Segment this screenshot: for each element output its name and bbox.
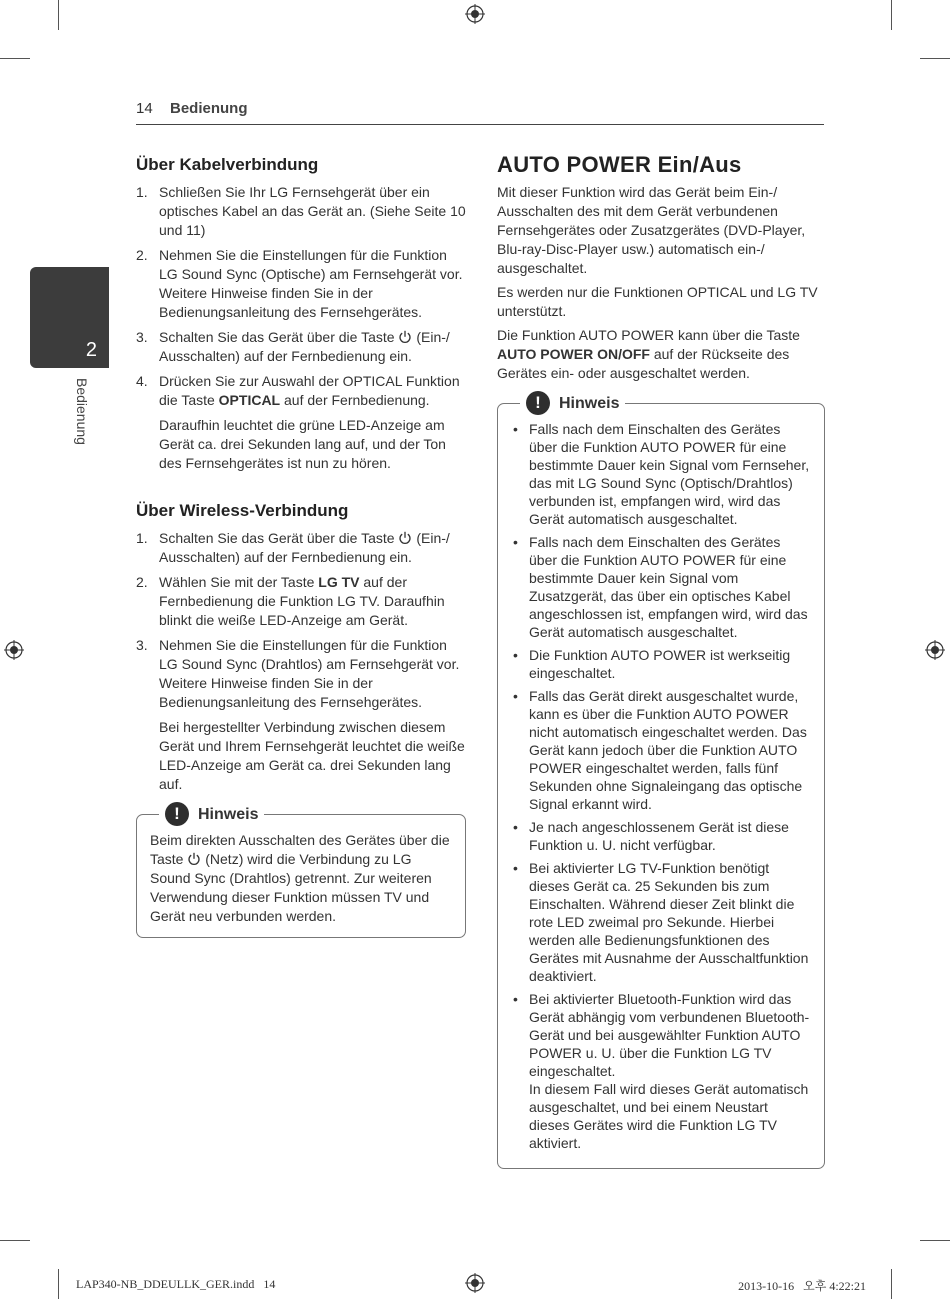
crop-mark (0, 58, 30, 59)
step-number: 2. (136, 574, 148, 590)
note-text (150, 831, 452, 926)
left-column (136, 155, 466, 938)
note-title: Hinweis (559, 394, 620, 412)
step-extra-text: Daraufhin leuchtet die grüne LED-Anzeige am Gerät ca. drei Sekunden lang auf, und der Ton des Fernsehgerätes ist nun zu hören. (159, 417, 446, 471)
list-item: • Bei aktivierter LG TV-Funktion benötigt dieses Gerät ca. 25 Sekunden bis zum Einschalten. Während dieser Zeit blinkt die rote LED zweimal pro Sekunde. Hierbei werden alle Bedienungsfunktionen des Gerätes mit Ausnahme der Ausschaltfunktion deaktiviert. (511, 859, 811, 985)
step-number: 2. (136, 247, 148, 263)
paragraph: Es werden nur die Funktionen OPTICAL und LG TV unterstützt. (497, 284, 818, 319)
list-item (511, 990, 811, 1152)
paragraph-part: auf der Rückseite des Gerätes ein- oder ausgeschaltet werden. (497, 346, 790, 381)
list-item: • Falls nach dem Einschalten des Gerätes über die Funktion AUTO POWER für eine bestimmte Dauer kein Signal vom Fernseher, das mit LG Sound Sync (Optisch/Drahtlos) verbunden ist, empfangen wird, wird das Gerät automatisch ausgeschaltet. (511, 420, 811, 528)
header-section-title: Bedienung (170, 100, 248, 117)
crop-mark (58, 1269, 59, 1299)
step-text: (Ein-/ Ausschalten) auf der Fernbedienung ein. (159, 329, 450, 364)
crop-mark (891, 0, 892, 30)
note-text-part: Beim direkten Ausschalten des Gerätes über die Taste (150, 832, 450, 867)
crop-mark (0, 1240, 30, 1241)
step-text: auf der Fernbedienung. (284, 392, 430, 408)
chapter-label: Bedienung (74, 378, 90, 445)
note-text-part: (Netz) wird die Verbindung zu LG Sound Sync (Drahtlos) getrennt. Zur weiteren Verwendung dieser Funktion müssen TV und Gerät neu verbunden werden. (150, 851, 432, 924)
list-item: • Falls das Gerät direkt ausgeschaltet wurde, kann es über die Funktion AUTO POWER nicht automatisch eingeschaltet werden. Das Gerät kann jedoch über die Funktion AUTO POWER eingeschaltet werden, falls fünf Sekunden ohne Signaleingang das optische Signal erkannt wird. (511, 687, 811, 813)
page-number: 14 (136, 100, 153, 117)
registration-mark-icon (465, 4, 485, 24)
step-number: 3. (136, 329, 148, 345)
cable-heading: Über Kabelverbindung (136, 155, 319, 174)
button-name: OPTICAL (218, 392, 281, 408)
power-icon (398, 531, 412, 545)
step-text: Drücken Sie zur Auswahl der OPTICAL Funktion die Taste (159, 373, 460, 408)
page-header (136, 98, 824, 125)
list-item (136, 246, 466, 322)
step-text: Schalten Sie das Gerät über die Taste (159, 530, 395, 546)
right-column (497, 152, 825, 1169)
step-number: 3. (136, 637, 148, 653)
power-icon (398, 330, 412, 344)
list-item: • Falls nach dem Einschalten des Gerätes über die Funktion AUTO POWER für eine bestimmte Dauer kein Signal vom Zusatzgerät, das über ein optisches Kabel angeschlossen ist, empfangen wird, wird das Gerät automatisch ausgeschaltet. (511, 533, 811, 641)
paragraph (497, 326, 825, 383)
step-number: 4. (136, 373, 148, 389)
step-text: Schließen Sie Ihr LG Fernsehgerät über ein optisches Kabel an das Gerät an. (Siehe Seite 10 und 11) (159, 184, 466, 238)
registration-mark-icon (925, 640, 945, 660)
wireless-steps (136, 529, 466, 794)
button-name: LG TV (318, 574, 360, 590)
list-item (136, 529, 466, 567)
step-number: 1. (136, 184, 148, 200)
list-item-text: In diesem Fall wird dieses Gerät automatisch ausgeschaltet, und bei einem Neustart dieses Gerätes wird die Funktion LG TV aktiviert. (529, 1081, 809, 1151)
note-box (136, 804, 466, 938)
crop-mark (891, 1269, 892, 1299)
chapter-tab (30, 267, 109, 368)
list-item (136, 636, 466, 794)
step-text: auf der Fernbedienung die Funktion LG TV. Daraufhin blinkt die weiße LED-Anzeige am Gerät. (159, 574, 445, 628)
note-header (159, 802, 264, 826)
step-number: 1. (136, 530, 148, 546)
button-name: AUTO POWER ON/OFF (497, 346, 650, 362)
power-icon (187, 852, 201, 866)
exclamation-icon: ! (165, 802, 189, 826)
step-extra-text: Bei hergestellter Verbindung zwischen diesem Gerät und Ihrem Fernsehgerät leuchtet die weiße LED-Anzeige am Gerät ca. drei Sekunden lang auf. (159, 719, 465, 792)
step-text: Schalten Sie das Gerät über die Taste (159, 329, 395, 345)
note-list (511, 420, 811, 1152)
registration-mark-icon (465, 1273, 485, 1293)
paragraph-part: Die Funktion AUTO POWER kann über die Taste (497, 327, 800, 343)
chapter-number: 2 (85, 339, 97, 361)
list-item (136, 183, 466, 240)
list-item: • Die Funktion AUTO POWER ist werkseitig eingeschaltet. (511, 646, 811, 682)
list-item (136, 328, 466, 366)
step-text: Nehmen Sie die Einstellungen für die Funktion LG Sound Sync (Optische) am Fernsehgerät vor. Weitere Hinweise finden Sie in der Bedienungsanleitung des Fernsehgerätes. (159, 247, 463, 320)
list-item (136, 573, 466, 630)
exclamation-icon: ! (526, 391, 550, 415)
note-header (520, 391, 625, 415)
step-text: Nehmen Sie die Einstellungen für die Funktion LG Sound Sync (Drahtlos) am Fernsehgerät vor. Weitere Hinweise finden Sie in der Bedienungsanleitung des Fernsehgerätes. (159, 637, 460, 710)
wireless-heading: Über Wireless-Verbindung (136, 501, 349, 520)
list-item (136, 372, 466, 473)
list-item: • Je nach angeschlossenem Gerät ist diese Funktion u. U. nicht verfügbar. (511, 818, 811, 854)
auto-power-heading: AUTO POWER Ein/Aus (497, 152, 742, 177)
paragraph: Mit dieser Funktion wird das Gerät beim Ein-/ Ausschalten des mit dem Gerät verbundenen Fernsehgerätes oder Zusatzgerätes (DVD-Player, Blu-ray-Disc-Player usw.) automatisch ein-/ ausgeschaltet. (497, 184, 806, 276)
crop-mark (58, 0, 59, 30)
list-item-text: • Bei aktivierter Bluetooth-Funktion wird das Gerät abhängig vom verbundenen Bluetooth-Gerät und bei ausgewählter Funktion AUTO POWER u. U. über die Funktion LG TV eingeschaltet. (529, 991, 810, 1079)
cable-steps (136, 183, 466, 473)
note-box (497, 393, 825, 1169)
step-text: (Ein-/ Ausschalten) auf der Fernbedienung ein. (159, 530, 450, 565)
crop-mark (920, 1240, 950, 1241)
footer-timestamp: 2013-10-16 오후 4:22:21 (738, 1279, 866, 1293)
registration-mark-icon (4, 640, 24, 660)
footer-filename: LAP340-NB_DDEULLK_GER.indd 14 (76, 1277, 276, 1291)
crop-mark (920, 58, 950, 59)
note-title: Hinweis (198, 805, 259, 823)
step-text: Wählen Sie mit der Taste (159, 574, 315, 590)
